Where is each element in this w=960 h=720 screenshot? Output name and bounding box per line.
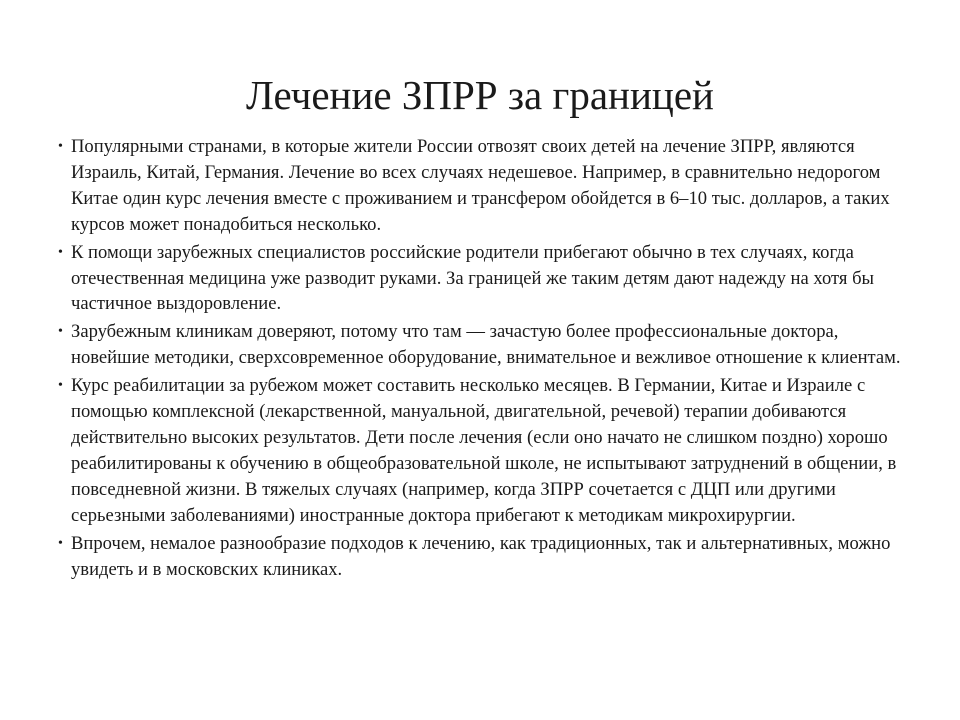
- bullet-item-5: [58, 531, 916, 583]
- bullet-item-1: [58, 134, 916, 238]
- bullet-icon: •: [58, 244, 63, 260]
- bullet-icon: •: [58, 139, 63, 154]
- bullet-text: Зарубежным клиникам доверяют, потому что там — зачастую более профессиональные доктора, новейшие методики, сверхсовременное оборудование, внимательное и вежливое отношение к клиентам.: [71, 321, 901, 369]
- bullet-icon: •: [58, 324, 63, 340]
- bullet-item-2: [58, 240, 916, 318]
- slide-title: Лечение ЗПРР за границей: [246, 72, 714, 118]
- bullet-text: К помощи зарубежных специалистов российские родители прибегают обычно в тех случаях, когда отечественная медицина уже разводит руками. За границей же таким детям дают надежду на хотя бы частичное выздоровление.: [71, 241, 875, 315]
- bullet-icon: •: [58, 535, 63, 551]
- bullet-item-4: [58, 373, 916, 528]
- bullet-item-3: [58, 319, 916, 371]
- bullet-list: [58, 134, 916, 584]
- bullet-icon: •: [58, 378, 63, 394]
- bullet-text: Популярными странами, в которые жители России отвозят своих детей на лечение ЗПРР, являются Израиль, Китай, Германия. Лечение во всех случаях недешевое. Например, в сравнительно недорогом Китае один курс лечения вместе с проживанием и трансфером обойдется в 6–10 тыс. долларов, а таких курсов может понадобиться несколько.: [71, 136, 890, 235]
- bullet-text: Курс реабилитации за рубежом может составить несколько месяцев. В Германии, Китае и Израиле с помощью комплексной (лекарственной, мануальной, двигательной, речевой) терапии добиваются действительно высоких результатов. Дети после лечения (если оно начато не слишком поздно) хорошо реабилитированы к обучению в общеобразовательной школе, не испытывают затруднений в общении, в повседневной жизни. В тяжелых случаях (например, когда ЗПРР сочетается с ДЦП или другими серьезными заболеваниями) иностранные доктора прибегают к методикам микрохирургии.: [71, 375, 897, 526]
- bullet-text: Впрочем, немалое разнообразие подходов к лечению, как традиционных, так и альтернативных, можно увидеть и в московских клиниках.: [71, 532, 891, 580]
